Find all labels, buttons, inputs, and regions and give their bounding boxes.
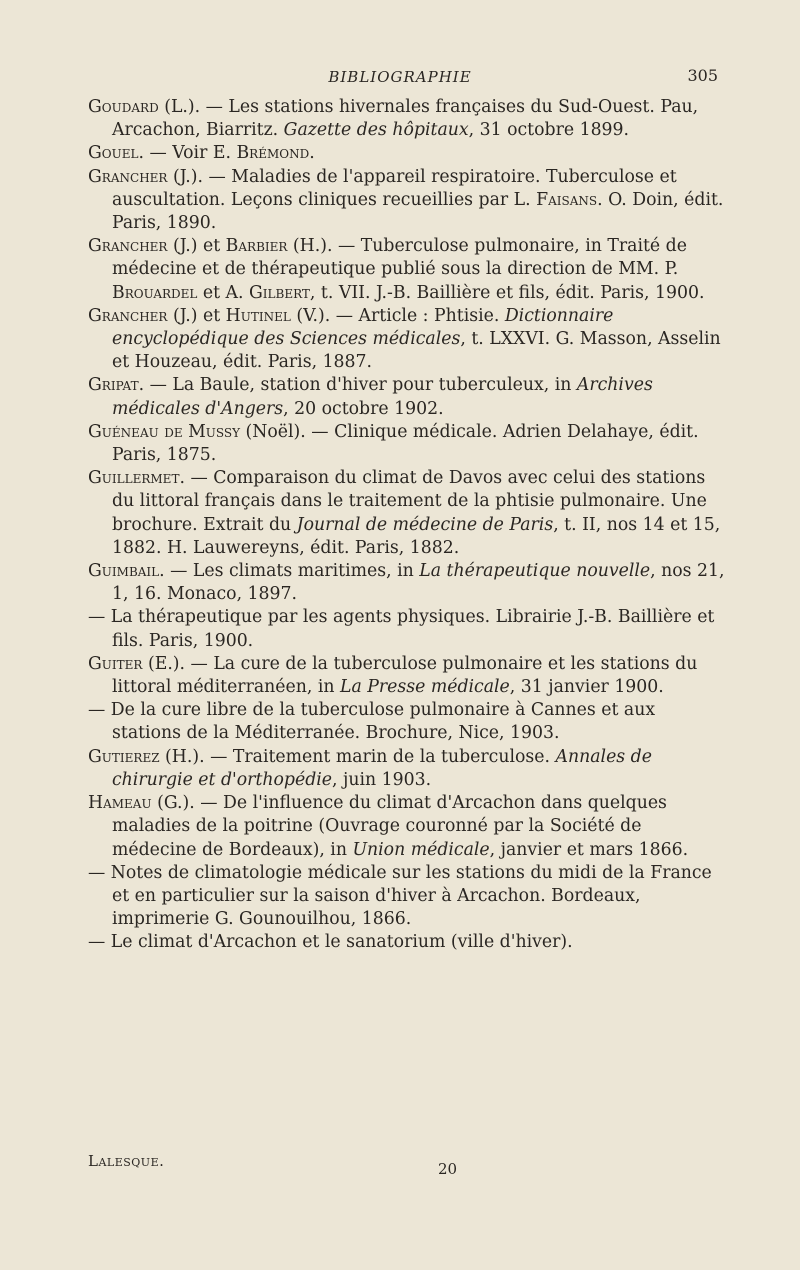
bib-entry-gutierez: Gutierez (H.). — Traitement marin de la tuberculose. Annales de chirurgie et d'orthopédie, juin 1903. (88, 746, 652, 790)
bib-entry-grancher-1: Grancher (J.). — Maladies de l'appareil respiratoire. Tuberculose et auscultation. Leçons cliniques recueillies par L. Faisans. O. Doin, édit. Paris, 1890. (88, 166, 724, 234)
publication-title: Archives médicales d'Angers (112, 375, 653, 419)
publication-title: Journal de médecine de Paris (296, 514, 554, 535)
entry-author: Goudard (88, 97, 159, 117)
bib-entry-hameau-2: — Notes de climatologie médicale sur les stations du midi de la France et en particulier sur la saison d'hiver à Arcachon. Bordeaux, imprimerie G. Gounouilhou, 1866. (88, 862, 712, 930)
bibliography-list (88, 96, 726, 955)
bib-entry-guiter-1: Guiter (E.). — La cure de la tuberculose pulmonaire et les stations du littoral méditerranéen, in La Presse médicale, 31 janvier 1900. (88, 653, 698, 698)
bib-entry-goudard: Goudard (L.). — Les stations hivernales françaises du Sud-Ouest. Pau, Arcachon, Biarritz. Gazette des hôpitaux, 31 octobre 1899. (88, 97, 699, 141)
entry-author: Grancher (88, 236, 168, 257)
bib-entry-guiter-2: — De la cure libre de la tuberculose pulmonaire à Cannes et aux stations de la Méditerranée. Brochure, Nice, 1903. (88, 700, 656, 744)
page-number: 305 (687, 66, 718, 85)
bib-entry-gouel: Gouel. — Voir E. Brémond. (88, 143, 315, 164)
entry-author: Guéneau de Mussy (88, 421, 241, 442)
bib-entry-guimbail-1: Guimbail. — Les climats maritimes, in La thérapeutique nouvelle, nos 21, 1, 16. Monaco, 1897. (88, 561, 725, 605)
entry-author: Guimbail (88, 561, 160, 582)
entry-author: Grancher (88, 305, 168, 326)
sheet-number: 20 (438, 1160, 458, 1178)
bib-entry-gripat: Gripat. — La Baule, station d'hiver pour tuberculeux, in Archives médicales d'Angers, 20 octobre 1902. (88, 375, 653, 419)
entry-author: Gouel (88, 143, 139, 164)
bib-entry-grancher-3: Grancher (J.) et Hutinel (V.). — Article : Phtisie. Dictionnaire encyclopédique des Sciences médicales, t. LXXVI. G. Masson, Asselin et Houzeau, édit. Paris, 1887. (88, 305, 721, 373)
publication-title: La Presse médicale (339, 677, 510, 698)
bib-entry-grancher-2: Grancher (J.) et Barbier (H.). — Tuberculose pulmonaire, in Traité de médecine et de thérapeutique publié sous la direction de MM. P. Brouardel et A. Gilbert, t. VII. J.-B. Baillière et fils, édit. Paris, 1900. (88, 236, 705, 303)
publication-title: Annales de chirurgie et d'orthopédie (112, 746, 652, 790)
publication-title: Dictionnaire encyclopédique des Sciences médicales (112, 305, 614, 350)
entry-author: Gripat (88, 375, 139, 396)
entry-author: Guillermet (88, 468, 180, 489)
signature-mark: Lalesque. (88, 1152, 165, 1170)
publication-title: Union médicale (352, 839, 490, 860)
entry-author: Gutierez (88, 746, 160, 767)
entry-author: Hameau (88, 793, 152, 814)
publication-title: La thérapeutique nouvelle (419, 561, 651, 582)
running-title: BIBLIOGRAPHIE (328, 68, 472, 86)
bib-entry-guimbail-2: — La thérapeutique par les agents physiques. Librairie J.-B. Baillière et fils. Paris, 1900. (88, 607, 715, 651)
bib-entry-guillermet: Guillermet. — Comparaison du climat de Davos avec celui des stations du littoral français dans le traitement de la phtisie pulmonaire. Une brochure. Extrait du Journal de médecine de Paris, t. II, nos 14 et 15, 1882. H. Lauwereyns, édit. Paris, 1882. (88, 468, 721, 558)
bib-entry-hameau-1: Hameau (G.). — De l'influence du climat d'Arcachon dans quelques maladies de la poitrine (Ouvrage couronné par la Société de médecine de Bordeaux), in Union médicale, janvier et mars 1866. (88, 793, 689, 860)
bib-entry-hameau-3: — Le climat d'Arcachon et le sanatorium (ville d'hiver). (88, 932, 573, 953)
bib-entry-gueneau: Guéneau de Mussy (Noël). — Clinique médicale. Adrien Delahaye, édit. Paris, 1875. (88, 421, 699, 466)
entry-author: Grancher (88, 166, 168, 187)
publication-title: Gazette des hôpitaux (283, 120, 469, 141)
entry-author: Guiter (88, 653, 143, 674)
